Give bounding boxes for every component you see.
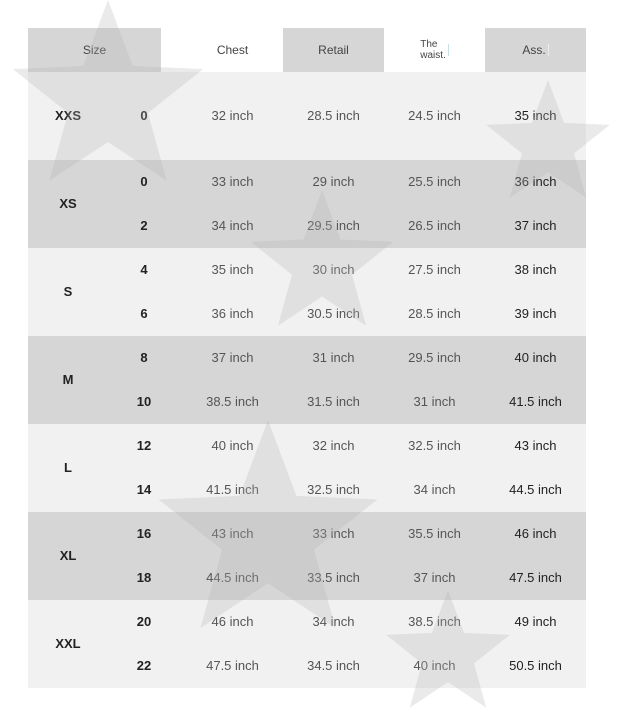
header-size-label: Size bbox=[82, 43, 107, 57]
size-number: 18 bbox=[136, 570, 152, 585]
size-number: 8 bbox=[140, 350, 148, 365]
chest-value: 44.5 inch bbox=[206, 570, 259, 585]
retail-value: 34 inch bbox=[312, 614, 355, 629]
retail-value: 33.5 inch bbox=[307, 570, 360, 585]
ass-value: 41.5 inch bbox=[509, 394, 562, 409]
ass-value: 50.5 inch bbox=[509, 658, 562, 673]
header-size bbox=[28, 28, 161, 72]
ass-value: 44.5 inch bbox=[509, 482, 562, 497]
chest-value: 37 inch bbox=[211, 350, 254, 365]
waist-value: 34 inch bbox=[413, 482, 456, 497]
header-chest-label: Chest bbox=[216, 43, 249, 57]
retail-value: 30 inch bbox=[312, 262, 355, 277]
header-ass bbox=[485, 28, 586, 72]
ass-value: 40 inch bbox=[514, 350, 557, 365]
ass-value: 36 inch bbox=[514, 174, 557, 189]
retail-value: 30.5 inch bbox=[307, 306, 360, 321]
size-label: XS bbox=[59, 196, 77, 211]
ass-value: 46 inch bbox=[514, 526, 557, 541]
waist-value: 31 inch bbox=[413, 394, 456, 409]
size-number: 0 bbox=[140, 108, 148, 123]
header-waist-line2: waist. bbox=[420, 50, 446, 61]
waist-value: 38.5 inch bbox=[408, 614, 461, 629]
retail-value: 31.5 inch bbox=[307, 394, 360, 409]
header-chest bbox=[182, 28, 283, 72]
ass-value: 47.5 inch bbox=[509, 570, 562, 585]
size-group-band bbox=[28, 336, 586, 424]
chest-value: 47.5 inch bbox=[206, 658, 259, 673]
waist-value: 24.5 inch bbox=[408, 108, 461, 123]
size-group-band bbox=[28, 600, 586, 688]
waist-value: 40 inch bbox=[413, 658, 456, 673]
ass-value: 39 inch bbox=[514, 306, 557, 321]
size-label: S bbox=[63, 284, 73, 299]
cursor-marker bbox=[448, 44, 449, 56]
waist-value: 26.5 inch bbox=[408, 218, 461, 233]
size-number: 14 bbox=[136, 482, 152, 497]
retail-value: 32 inch bbox=[312, 438, 355, 453]
header-retail bbox=[283, 28, 384, 72]
size-label: XL bbox=[59, 548, 77, 563]
size-number: 4 bbox=[140, 262, 148, 277]
cursor-marker bbox=[548, 44, 549, 56]
chest-value: 40 inch bbox=[211, 438, 254, 453]
chest-value: 38.5 inch bbox=[206, 394, 259, 409]
header-waist-label bbox=[420, 39, 446, 61]
ass-value: 43 inch bbox=[514, 438, 557, 453]
retail-value: 33 inch bbox=[312, 526, 355, 541]
size-label: XXS bbox=[54, 108, 81, 123]
retail-value: 29.5 inch bbox=[307, 218, 360, 233]
waist-value: 25.5 inch bbox=[408, 174, 461, 189]
retail-value: 34.5 inch bbox=[307, 658, 360, 673]
size-group-band bbox=[28, 72, 586, 160]
size-number: 20 bbox=[136, 614, 152, 629]
chest-value: 35 inch bbox=[211, 262, 254, 277]
chest-value: 41.5 inch bbox=[206, 482, 259, 497]
size-group-band bbox=[28, 424, 586, 512]
size-label: M bbox=[62, 372, 74, 387]
chest-value: 34 inch bbox=[211, 218, 254, 233]
size-number: 22 bbox=[136, 658, 152, 673]
size-number: 12 bbox=[136, 438, 152, 453]
size-group-band bbox=[28, 160, 586, 248]
waist-value: 37 inch bbox=[413, 570, 456, 585]
size-number: 0 bbox=[140, 174, 148, 189]
header-waist bbox=[384, 28, 485, 72]
waist-value: 28.5 inch bbox=[408, 306, 461, 321]
header-retail-label: Retail bbox=[318, 43, 349, 57]
size-number: 16 bbox=[136, 526, 152, 541]
waist-value: 35.5 inch bbox=[408, 526, 461, 541]
chest-value: 32 inch bbox=[211, 108, 254, 123]
ass-value: 37 inch bbox=[514, 218, 557, 233]
header-ass-label: Ass. bbox=[522, 43, 546, 57]
chest-value: 43 inch bbox=[211, 526, 254, 541]
waist-value: 27.5 inch bbox=[408, 262, 461, 277]
retail-value: 28.5 inch bbox=[307, 108, 360, 123]
size-number: 2 bbox=[140, 218, 148, 233]
retail-value: 29 inch bbox=[312, 174, 355, 189]
header-waist-line1: The bbox=[420, 39, 438, 50]
chest-value: 46 inch bbox=[211, 614, 254, 629]
waist-value: 32.5 inch bbox=[408, 438, 461, 453]
chest-value: 36 inch bbox=[211, 306, 254, 321]
size-group-band bbox=[28, 512, 586, 600]
retail-value: 31 inch bbox=[312, 350, 355, 365]
retail-value: 32.5 inch bbox=[307, 482, 360, 497]
size-label: L bbox=[64, 460, 72, 475]
size-number: 6 bbox=[140, 306, 148, 321]
size-number: 10 bbox=[136, 394, 152, 409]
waist-value: 29.5 inch bbox=[408, 350, 461, 365]
chest-value: 33 inch bbox=[211, 174, 254, 189]
size-label: XXL bbox=[55, 636, 81, 651]
ass-value: 49 inch bbox=[514, 614, 557, 629]
ass-value: 35 inch bbox=[514, 108, 557, 123]
ass-value: 38 inch bbox=[514, 262, 557, 277]
size-group-band bbox=[28, 248, 586, 336]
